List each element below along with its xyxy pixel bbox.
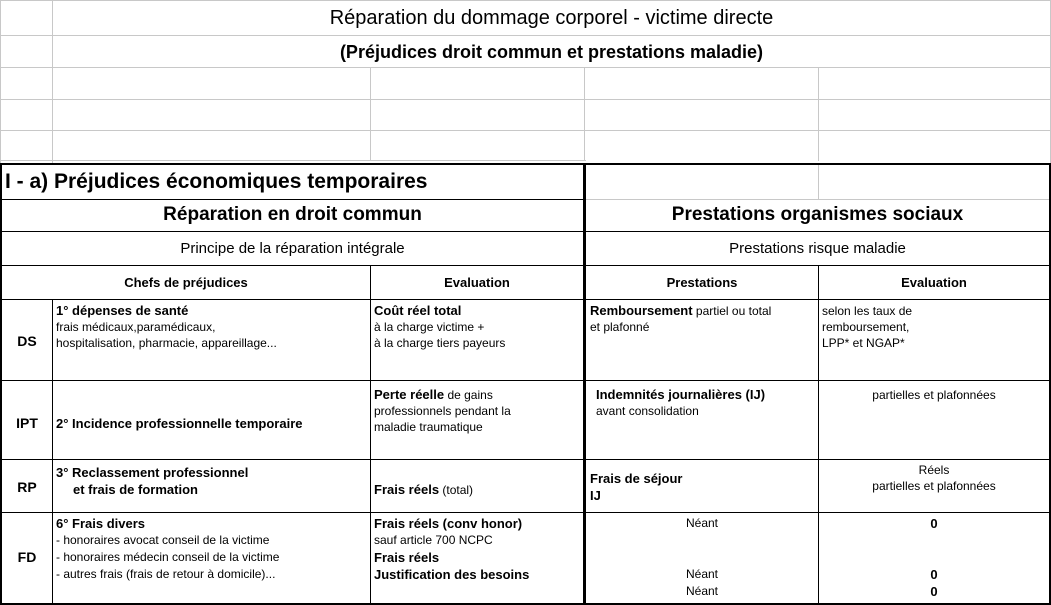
row-ipt-eval-line1	[374, 387, 511, 403]
row-ds-eval-line: à la charge victime +	[374, 320, 485, 334]
row-rp-prest-bold1: Frais de séjour	[590, 471, 683, 486]
row-code-fd: FD	[17, 549, 37, 565]
right-subheading: Prestations risque maladie	[729, 240, 906, 257]
row-fd-eval-bold4: Justification des besoins	[374, 567, 530, 582]
row-fd-eval-line2: sauf article 700 NCPC	[374, 533, 493, 547]
row-rp-evaluation-2	[819, 462, 1049, 494]
row-ds-line: frais médicaux,paramédicaux,	[56, 320, 216, 334]
row-rp-evaluation	[374, 482, 473, 498]
column-header-evaluation-2: Evaluation	[901, 275, 967, 290]
row-fd-title: 6° Frais divers	[56, 516, 146, 531]
left-heading: Réparation en droit commun	[163, 204, 422, 225]
table-border	[0, 163, 2, 605]
table-border	[0, 380, 1051, 381]
row-ds-title: 1° dépenses de santé	[56, 303, 189, 318]
row-rp-title1: 3° Reclassement professionnel	[56, 465, 249, 480]
row-ds-eval-line: à la charge tiers payeurs	[374, 336, 506, 350]
right-heading: Prestations organismes sociaux	[671, 204, 964, 225]
row-ds-eval2-line: LPP* et NGAP*	[822, 336, 905, 350]
grid-line	[370, 67, 371, 161]
row-code-ipt: IPT	[16, 415, 38, 431]
left-subheading: Principe de la réparation intégrale	[180, 240, 405, 257]
table-border	[0, 512, 1051, 513]
row-rp-prest-bold2: IJ	[590, 488, 601, 503]
document-title: Réparation du dommage corporel - victime directe	[329, 7, 774, 29]
grid-line	[0, 35, 1051, 36]
row-ds-eval2-line: remboursement,	[822, 320, 910, 334]
row-ipt-title: 2° Incidence professionnelle temporaire	[56, 416, 303, 431]
row-rp-eval2-line2: partielles et plafonnées	[872, 479, 996, 493]
row-ds-prest-line2: et plafonné	[590, 320, 650, 334]
row-ds-evaluation-2	[822, 303, 912, 351]
row-ipt-prest-bold: Indemnités journalières (IJ)	[596, 387, 766, 402]
row-fd-eval2-value: 0	[930, 516, 938, 531]
table-border	[0, 163, 1051, 165]
row-ds-prestation	[590, 303, 771, 335]
row-rp-prestation	[590, 470, 682, 504]
grid-line	[586, 199, 1051, 200]
grid-line	[0, 67, 1051, 68]
row-ds-prest-bold: Remboursement	[590, 303, 693, 318]
row-rp-eval-rest: (total)	[439, 483, 474, 497]
row-fd-eval-bold1: Frais réels (conv honor)	[374, 516, 523, 531]
row-fd-eval2-value: 0	[930, 567, 938, 582]
row-ds-eval2-line: selon les taux de	[822, 304, 913, 318]
row-rp-chef	[56, 464, 248, 498]
row-code-rp: RP	[17, 479, 37, 495]
grid-line	[0, 130, 1051, 131]
row-ipt-eval-bold: Perte réelle	[374, 387, 445, 402]
row-ipt-evaluation-2: partielles et plafonnées	[872, 388, 996, 402]
row-ipt-evaluation	[374, 387, 511, 435]
row-ipt-eval-line: professionnels pendant la	[374, 404, 511, 418]
table-border	[583, 163, 586, 605]
section-title: I - a) Préjudices économiques temporaires	[5, 170, 428, 193]
table-border	[52, 299, 53, 605]
row-rp-eval2-line1: Réels	[918, 463, 950, 477]
row-code-ds: DS	[17, 333, 37, 349]
row-fd-line: - honoraires avocat conseil de la victime	[56, 533, 270, 547]
table-border	[0, 299, 1051, 300]
row-fd-line: - honoraires médecin conseil de la victime	[56, 550, 280, 564]
row-ds-chef	[56, 303, 277, 351]
row-fd-prest-value: Néant	[685, 584, 719, 598]
row-fd-prest-value: Néant	[685, 567, 719, 581]
row-fd-line: - autres frais (frais de retour à domicile)...	[56, 567, 276, 581]
row-fd-chef	[56, 515, 279, 583]
column-header-prestations: Prestations	[666, 275, 738, 290]
row-ipt-eval-line: maladie traumatique	[374, 420, 483, 434]
row-fd-prest-value: Néant	[685, 516, 719, 530]
row-ds-prest-rest: partiel ou total	[692, 304, 772, 318]
table-border	[0, 199, 586, 200]
grid-line	[0, 99, 1051, 100]
grid-line	[584, 67, 585, 161]
grid-line	[0, 0, 1051, 1]
row-ipt-prestation	[596, 387, 765, 419]
grid-line	[818, 67, 819, 161]
row-ds-line: hospitalisation, pharmacie, appareillage...	[56, 336, 277, 350]
grid-line	[0, 160, 586, 161]
row-fd-eval-bold3: Frais réels	[374, 550, 440, 565]
grid-line	[818, 163, 819, 199]
row-ds-prest-line1	[590, 303, 771, 319]
column-header-evaluation: Evaluation	[444, 275, 510, 290]
row-fd-evaluation	[374, 515, 529, 583]
table-border	[0, 459, 1051, 460]
row-rp-title2: et frais de formation	[73, 482, 198, 497]
column-header-chefs: Chefs de préjudices	[124, 275, 248, 290]
row-ds-eval-title: Coût réel total	[374, 303, 462, 318]
document-subtitle: (Préjudices droit commun et prestations maladie)	[339, 42, 764, 62]
row-rp-eval-bold: Frais réels	[374, 482, 440, 497]
row-ipt-eval-rest: de gains	[444, 388, 493, 402]
table-border	[0, 265, 1051, 266]
row-ipt-prest-line2: avant consolidation	[596, 404, 699, 418]
row-fd-eval2-value: 0	[930, 584, 938, 599]
table-border	[818, 265, 819, 605]
table-border	[0, 231, 1051, 232]
row-ds-evaluation	[374, 303, 505, 351]
table-border	[370, 265, 371, 605]
